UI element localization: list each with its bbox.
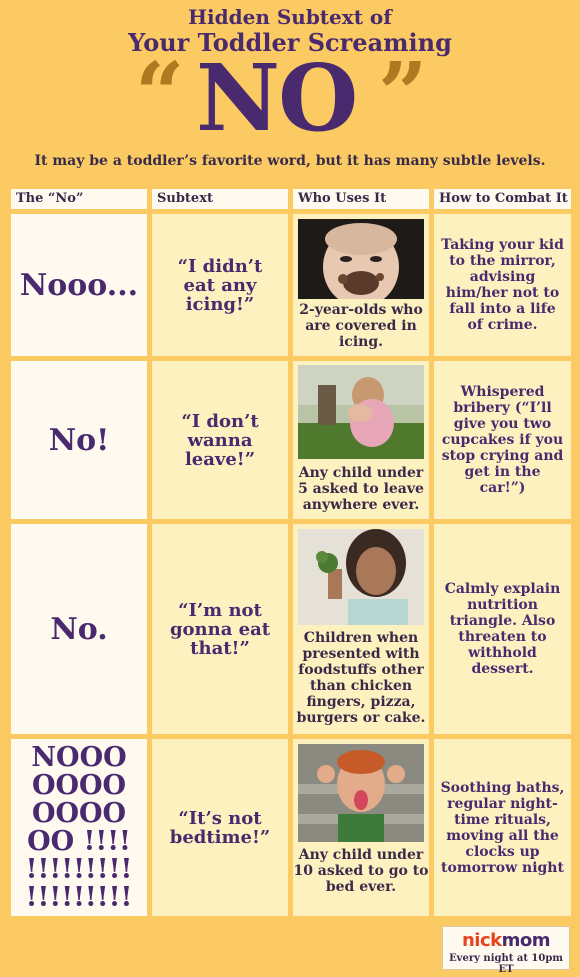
combat-cell bbox=[434, 739, 571, 916]
no-variant-line: OOOO bbox=[31, 797, 127, 829]
subtext-cell bbox=[152, 739, 288, 916]
brand-mom: mom bbox=[501, 930, 550, 951]
toddler-covered-in-icing-photo bbox=[298, 219, 424, 299]
subtext-text: “I didn’t eat any icing!” bbox=[177, 255, 263, 315]
title-line-2: Your Toddler Screaming bbox=[128, 28, 452, 57]
column-header-no: The “No” bbox=[11, 189, 147, 209]
combat-text: Taking your kid to the mirror, advising him/her not to fall into a life of crime. bbox=[441, 237, 564, 333]
subtext-cell bbox=[152, 524, 288, 734]
column-header-who: Who Uses It bbox=[293, 189, 429, 209]
who-cell bbox=[293, 214, 429, 356]
combat-cell bbox=[434, 214, 571, 356]
girl-refusing-broccoli-photo bbox=[298, 529, 424, 625]
big-no-word: NO bbox=[196, 44, 357, 152]
combat-text: Calmly explain nutrition triangle. Also threaten to withhold dessert. bbox=[444, 581, 561, 677]
subtext-text: “I’m not gonna eat that!” bbox=[169, 599, 271, 659]
who-cell bbox=[293, 361, 429, 519]
combat-text: Whispered bribery (“I’ll give you two cupcakes if you stop crying and get in the car!”) bbox=[441, 384, 564, 496]
no-variant-line: !!!!!!!!! bbox=[25, 881, 133, 913]
no-variant: No! bbox=[48, 422, 110, 458]
no-cell bbox=[11, 214, 147, 356]
brand-nick: nick bbox=[461, 930, 502, 951]
subtext-cell bbox=[152, 214, 288, 356]
combat-text: Soothing baths, regular night-time rituals, moving all the clocks up tomorrow night bbox=[440, 779, 565, 876]
subtext-text: “It’s not bedtime!” bbox=[169, 807, 271, 848]
who-text: Children when presented with foodstuffs other than chicken fingers, pizza, burgers or cake. bbox=[296, 630, 426, 726]
no-cell bbox=[11, 361, 147, 519]
column-header-subtext: Subtext bbox=[152, 189, 288, 209]
who-cell bbox=[293, 739, 429, 916]
close-quote: ” bbox=[378, 44, 428, 145]
no-variant-line: OO !!!! bbox=[27, 825, 131, 857]
subtext-cell bbox=[152, 361, 288, 519]
subtext-text: “I don’t wanna leave!” bbox=[181, 410, 259, 470]
column-header-combat: How to Combat It bbox=[434, 189, 571, 209]
no-cell bbox=[11, 524, 147, 734]
who-text: Any child under 5 asked to leave anywhere ever. bbox=[298, 465, 424, 513]
nickmom-logo bbox=[442, 926, 570, 975]
nickmom-tagline: Every night at 10pm ET bbox=[449, 953, 563, 975]
open-quote: “ bbox=[135, 44, 185, 145]
nickmom-brand bbox=[443, 930, 569, 951]
who-text: Any child under 10 asked to go to bed ever. bbox=[293, 847, 429, 895]
title-line-1: Hidden Subtext of bbox=[188, 5, 392, 29]
no-variant-line: OOOO bbox=[31, 769, 127, 801]
no-variant-line: !!!!!!!!! bbox=[25, 853, 133, 885]
subtitle: It may be a toddler’s favorite word, but it has many subtle levels. bbox=[34, 153, 546, 169]
who-cell bbox=[293, 524, 429, 734]
big-no-heading bbox=[0, 44, 580, 152]
who-text: 2-year-olds who are covered in icing. bbox=[299, 302, 423, 350]
combat-cell bbox=[434, 361, 571, 519]
child-crying-on-grass-photo bbox=[298, 365, 424, 459]
no-variant-line: NOOO bbox=[31, 741, 127, 773]
boy-sticking-tongue-out-photo bbox=[298, 744, 424, 842]
no-variant: No. bbox=[50, 611, 108, 647]
combat-cell bbox=[434, 524, 571, 734]
no-variant: Nooo... bbox=[19, 267, 139, 303]
no-cell bbox=[11, 739, 147, 916]
